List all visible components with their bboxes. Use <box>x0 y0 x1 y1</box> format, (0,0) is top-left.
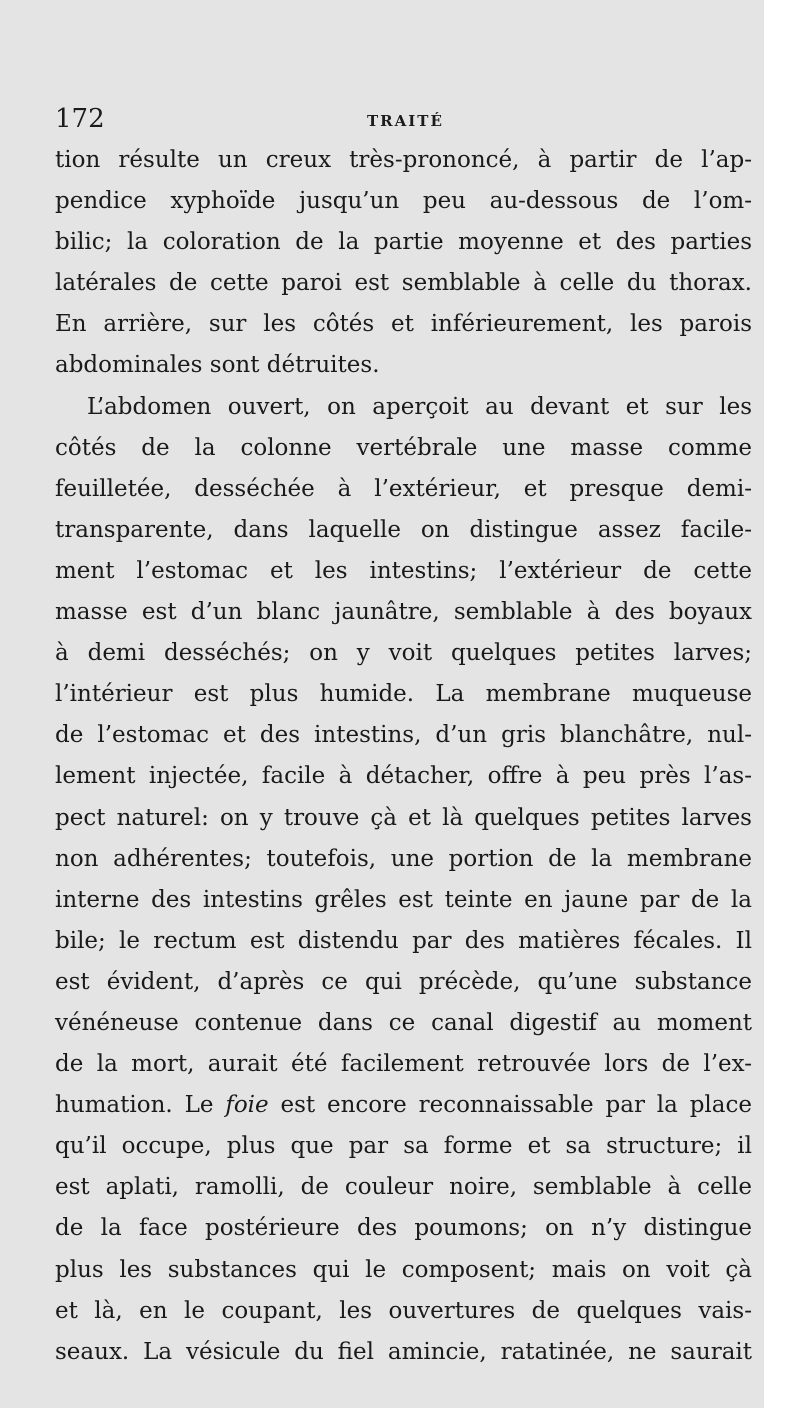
text-line: pendice xyphoïde jusqu’un peu au-dessous de l’om- <box>55 188 752 215</box>
text-line: plus les substances qui le composent; mais on voit çà <box>55 1256 752 1283</box>
text-line: qu’il occupe, plus que par sa forme et sa structure; il <box>55 1133 752 1160</box>
text-line: lement injectée, facile à détacher, offre à peu près l’as- <box>55 763 752 790</box>
paragraph-first-line: L’abdomen ouvert, on aperçoit au devant et sur les <box>87 393 752 420</box>
text-fragment: humation. Le <box>55 1092 226 1119</box>
page-header <box>55 104 755 134</box>
text-line: non adhérentes; toutefois, une portion de la membrane <box>55 845 752 872</box>
text-line: latérales de cette paroi est semblable à celle du thorax. <box>55 270 752 297</box>
text-line: est aplati, ramolli, de couleur noire, semblable à celle <box>55 1174 752 1201</box>
text-line: à demi desséchés; on y voit quelques petites larves; <box>55 640 752 667</box>
text-line: tion résulte un creux très-prononcé, à partir de l’ap- <box>55 147 752 173</box>
text-fragment: est encore reconnaissable par la place <box>268 1092 752 1119</box>
text-line: et là, en le coupant, les ouvertures de quelques vais- <box>55 1297 752 1324</box>
text-line: interne des intestins grêles est teinte en jaune par de la <box>55 886 752 913</box>
text-line: vénéneuse contenue dans ce canal digestif au moment <box>55 1009 752 1036</box>
page-edge <box>764 0 782 1408</box>
text-line: masse est d’un blanc jaunâtre, semblable à des boyaux <box>55 599 752 626</box>
italic-term: foie <box>225 1092 269 1119</box>
page-number: 172 <box>55 104 105 134</box>
text-line: ment l’estomac et les intestins; l’extérieur de cette <box>55 557 752 584</box>
text-line: est évident, d’après ce qui précède, qu’une substance <box>55 968 752 995</box>
text-line: abdominales sont détruites. <box>55 352 380 379</box>
text-line: seaux. La vésicule du fiel amincie, ratatinée, ne saurait <box>55 1338 752 1365</box>
text-line: de la mort, aurait été facilement retrouvée lors de l’ex- <box>55 1051 752 1078</box>
text-line-with-italic <box>55 1085 752 1126</box>
text-line: de l’estomac et des intestins, d’un gris blanchâtre, nul- <box>55 722 752 749</box>
running-head: TRAITÉ <box>367 112 444 130</box>
text-line: feuilletée, desséchée à l’extérieur, et presque demi- <box>55 475 752 502</box>
text-line: transparente, dans laquelle on distingue assez facile- <box>55 516 752 543</box>
text-line: bilic; la coloration de la partie moyenne et des parties <box>55 229 752 256</box>
text-line: pect naturel: on y trouve çà et là quelques petites larves <box>55 804 752 831</box>
text-line: bile; le rectum est distendu par des matières fécales. Il <box>55 927 752 954</box>
body-text <box>55 140 752 1373</box>
text-line: côtés de la colonne vertébrale une masse comme <box>55 434 752 461</box>
text-line: En arrière, sur les côtés et inférieurement, les parois <box>55 311 752 338</box>
text-line: de la face postérieure des poumons; on n’y distingue <box>55 1215 752 1242</box>
text-line: l’intérieur est plus humide. La membrane muqueuse <box>55 681 752 708</box>
